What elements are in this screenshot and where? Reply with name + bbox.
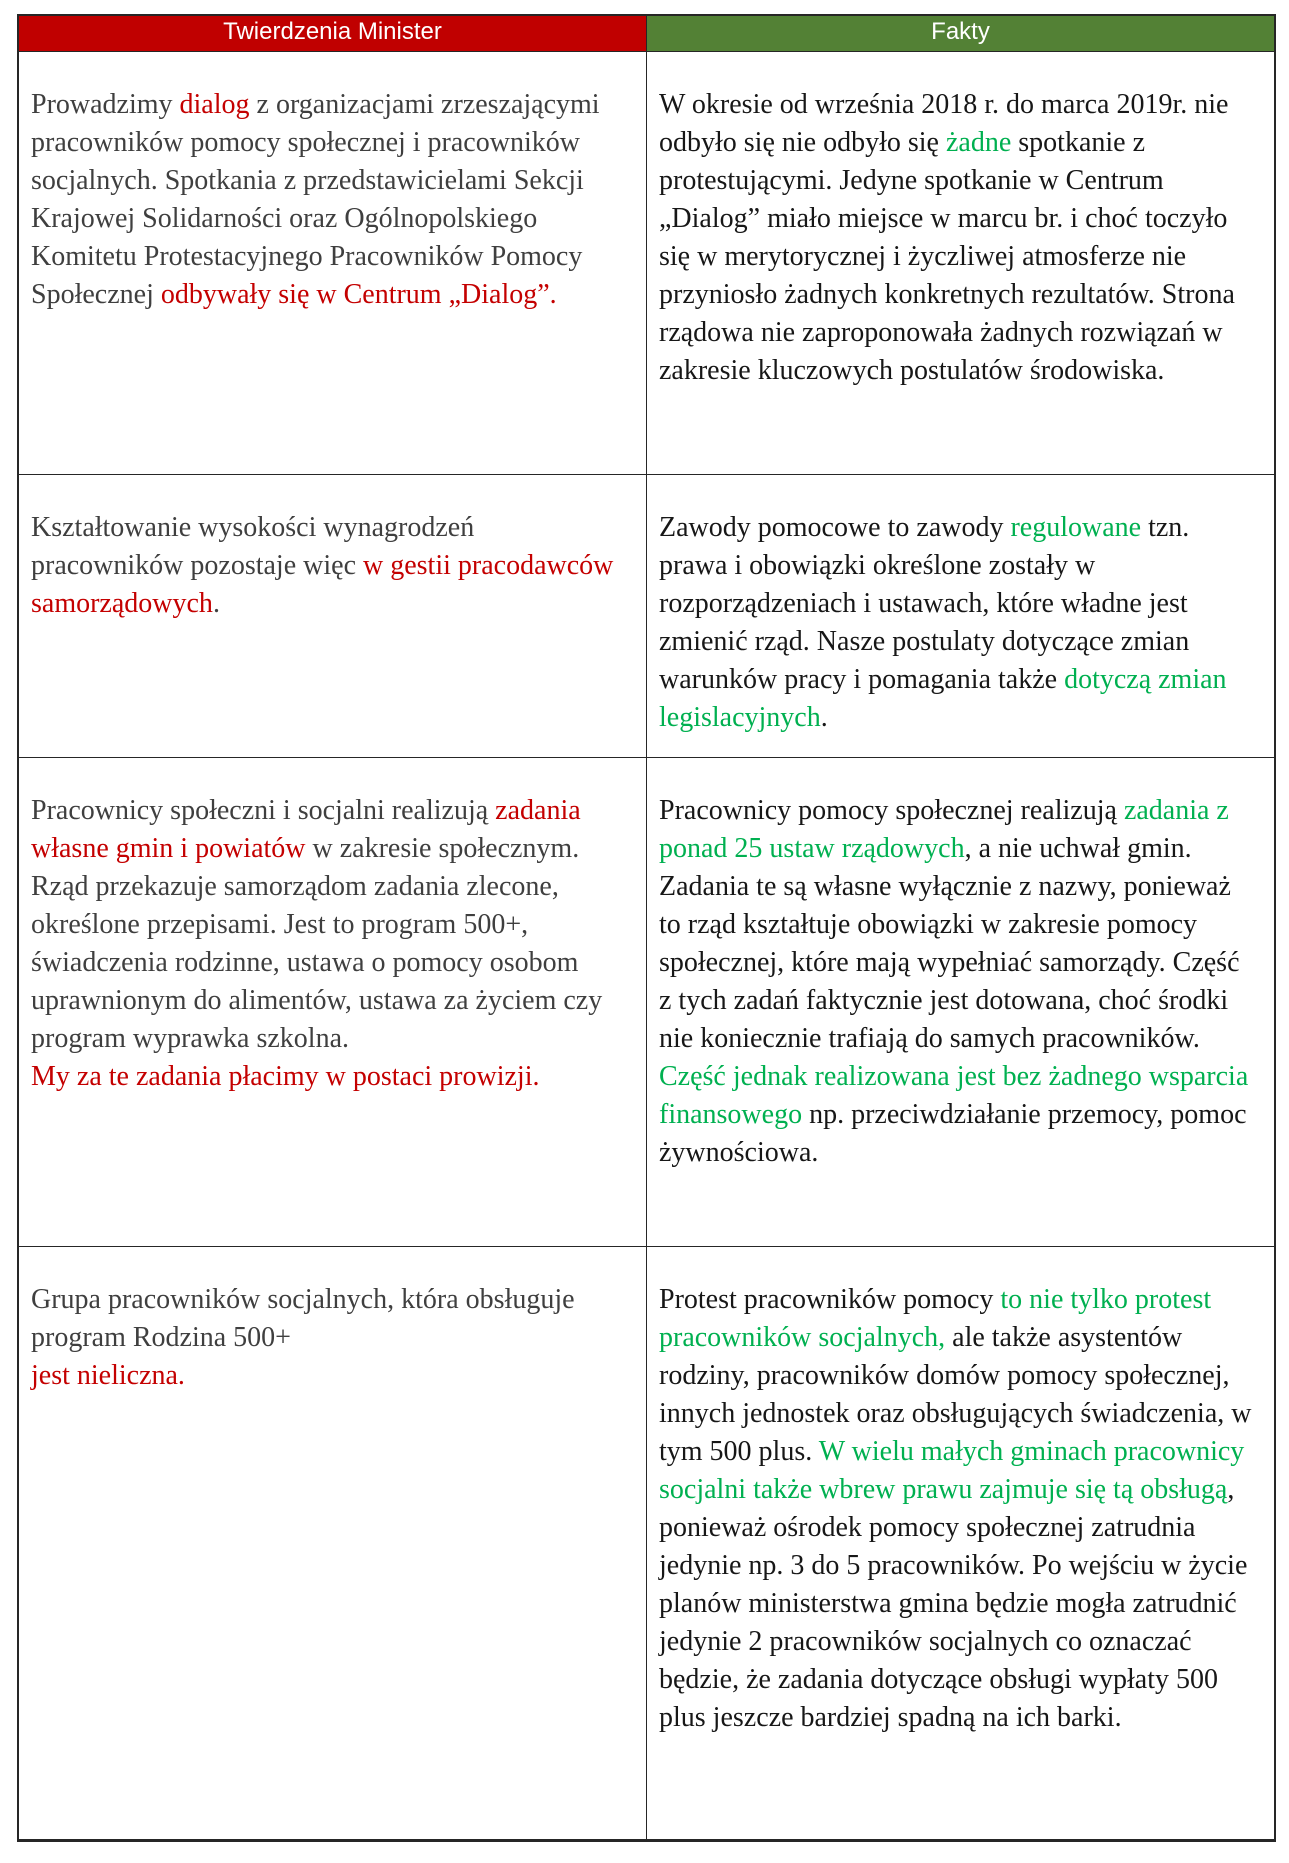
fact-cell [647,1246,1276,1840]
plain-text: w zakresie społecznym. Rząd przekazuje samorządom zadania zlecone, określone przepisami. Jest to program 500+, świadczenia rodzinne, ustawa o pomocy osobom uprawnionym do alimentów, ustawa za życiem czy program wyprawka szkolna. [31,832,603,1054]
plain-text: Kształtowanie wysokości wynagrodzeń pracowników pozostaje więc [31,511,475,581]
fact-check-table [17,14,1276,1842]
header-row [18,15,1275,51]
highlight-green: to nie tylko protest pracowników socjalnych, [659,1283,1212,1353]
highlight-green: regulowane [1010,511,1142,543]
table-row [18,1246,1275,1840]
plain-text: Prowadzimy [31,88,180,120]
claim-cell [18,1246,647,1840]
facts-column-header: Fakty [647,15,1276,51]
plain-text: ale także asystentów rodziny, pracowników domów pomocy społecznej, innych jednostek oraz obsługujących świadczenia, w tym 500 plus. [659,1321,1252,1467]
highlight-green: W wielu małych gminach pracownicy socjalni także wbrew prawu zajmuje się tą obsługą [659,1435,1245,1505]
table-body [18,51,1275,1840]
highlight-red: odbywały się w Centrum „Dialog”. [160,278,557,310]
fact-cell [647,51,1276,474]
highlight-green: żadne [945,126,1012,158]
claim-cell [18,474,647,757]
table-row [18,51,1275,474]
highlight-red: dialog [179,88,250,120]
plain-text: Protest pracowników pomocy [659,1283,1001,1315]
plain-text: W okresie od września 2018 r. do marca 2019r. nie odbyło się nie odbyło się [659,88,1229,158]
highlight-green: zadania z ponad 25 ustaw rządowych [659,794,1229,864]
fact-cell [647,757,1276,1246]
plain-text: np. przeciwdziałanie przemocy, pomoc żywnościowa. [659,1098,1247,1168]
plain-text: Grupa pracowników socjalnych, która obsługuje program Rodzina 500+ [31,1283,575,1353]
table-row [18,474,1275,757]
claim-cell [18,51,647,474]
plain-text: tzn. prawa i obowiązki określone zostały w rozporządzeniach i ustawach, które władne jest zmienić rząd. Nasze postulaty dotyczące zmian warunków pracy i pomagania także [659,511,1190,695]
table-row [18,757,1275,1246]
plain-text: Zawody pomocowe to zawody [659,511,1011,543]
plain-text: , ponieważ ośrodek pomocy społecznej zatrudnia jedynie np. 3 do 5 pracowników. Po wejściu w życie planów ministerstwa gmina będzie mogła zatrudnić jedynie 2 pracowników socjalnych co oznaczać będzie, że zadania dotyczące obsługi wypłaty 500 plus jeszcze bardziej spadną na ich barki. [659,1473,1248,1733]
plain-text: . [820,701,828,733]
plain-text: Pracownicy społeczni i socjalni realizują [31,794,496,826]
highlight-red: My za te zadania płacimy w postaci prowizji. [31,1060,540,1092]
plain-text: , a nie uchwał gmin. Zadania te są własne wyłącznie z nazwy, ponieważ to rząd kształtuje obowiązki w zakresie pomocy społecznej, które mają wypełniać samorządy. Część z tych zadań faktycznie jest dotowana, choć środki nie koniecznie trafiają do samych pracowników. [659,832,1240,1054]
highlight-green: dotyczą zmian legislacyjnych [659,663,1227,733]
highlight-green: Część jednak realizowana jest bez żadnego wsparcia finansowego [659,1060,1249,1130]
plain-text: . [212,587,220,619]
claim-cell [18,757,647,1246]
plain-text: Pracownicy pomocy społecznej realizują [659,794,1124,826]
plain-text: z organizacjami zrzeszającymi pracowników pomocy społecznej i pracowników socjalnych. Spotkania z przedstawicielami Sekcji Krajowej Solidarności oraz Ogólnopolskiego Komitetu Protestacyjnego Pracowników Pomocy Społecznej [31,88,600,310]
fact-cell [647,474,1276,757]
claims-column-header: Twierdzenia Minister [18,15,647,51]
plain-text: spotkanie z protestującymi. Jedyne spotkanie w Centrum „Dialog” miało miejsce w marcu br. i choć toczyło się w merytorycznej i życzliwej atmosferze nie przyniosło żadnych konkretnych rezultatów. Strona rządowa nie zaproponowała żadnych rozwiązań w zakresie kluczowych postulatów środowiska. [659,126,1235,386]
highlight-red: jest nieliczna. [31,1359,185,1391]
highlight-red: zadania własne gmin i powiatów [31,794,581,864]
highlight-red: w gestii pracodawców samorządowych [31,549,614,619]
